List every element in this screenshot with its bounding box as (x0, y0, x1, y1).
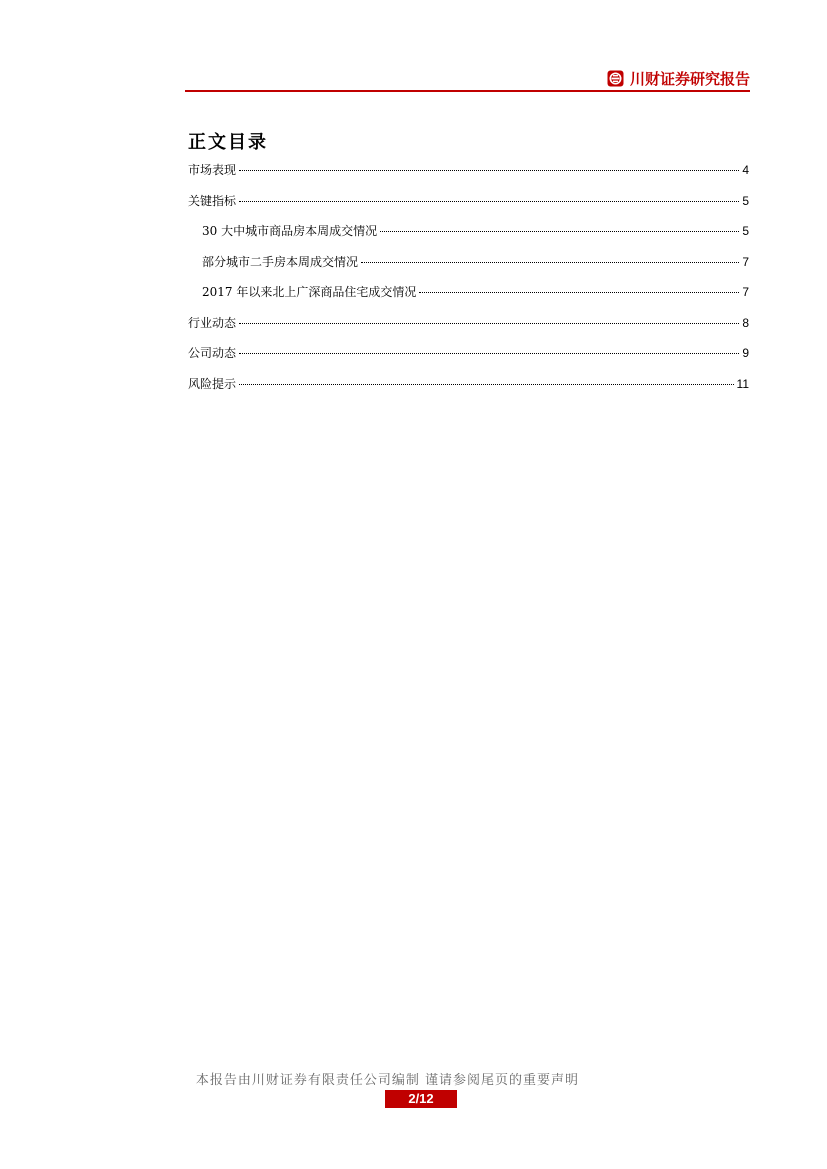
toc-entry[interactable] (188, 344, 749, 362)
toc-entry-label[interactable]: 风险提示 (188, 376, 237, 391)
toc-entry-page[interactable]: 7 (742, 254, 749, 269)
brand-label: 川财证券研究报告 (629, 70, 750, 88)
toc-entry[interactable] (188, 192, 749, 210)
toc-entry-page[interactable]: 9 (742, 346, 749, 360)
toc-entry-label[interactable]: 行业动态 (188, 315, 237, 330)
footer-note: 本报告由川财证券有限责任公司编制 谨请参阅尾页的重要声明 (195, 1073, 580, 1088)
toc-entry-page[interactable]: 5 (742, 224, 749, 238)
toc-entry[interactable] (188, 375, 749, 393)
header-rule (185, 90, 750, 92)
toc-entry[interactable] (188, 314, 749, 332)
toc-entry-label[interactable]: 关键指标 (188, 193, 237, 208)
toc-dot-leader (239, 352, 739, 354)
toc-entry-page[interactable]: 8 (742, 315, 749, 330)
brand (607, 68, 750, 89)
toc-entry-page[interactable]: 11 (736, 376, 749, 391)
toc-entry[interactable] (202, 283, 749, 301)
page-header (185, 66, 750, 92)
toc-entry[interactable] (202, 222, 749, 240)
toc-dot-leader (380, 230, 739, 232)
toc-title: 正文目录 (188, 132, 268, 153)
toc-entry[interactable] (188, 161, 749, 179)
toc-entry-page[interactable]: 4 (742, 163, 749, 177)
toc-entry-page[interactable]: 7 (742, 285, 749, 299)
chuancai-logo-icon (607, 70, 624, 87)
toc-dot-leader (239, 200, 739, 202)
toc-entry-page[interactable]: 5 (742, 193, 749, 208)
toc-dot-leader (239, 383, 734, 385)
toc-entry[interactable] (202, 253, 749, 271)
toc-entry-label[interactable]: 部分城市二手房本周成交情况 (202, 254, 359, 269)
toc-dot-leader (239, 169, 739, 171)
toc-dot-leader (239, 322, 739, 324)
toc-entry-label[interactable]: 公司动态 (188, 346, 237, 360)
toc-dot-leader (419, 291, 739, 293)
toc-entry-label[interactable]: 市场表现 (188, 163, 237, 177)
toc-dot-leader (361, 261, 739, 263)
toc-entry-label[interactable]: 2017 年以来北上广深商品住宅成交情况 (202, 285, 417, 299)
page-indicator: 2/12 (385, 1090, 457, 1108)
toc-entry-label[interactable]: 30 大中城市商品房本周成交情况 (202, 224, 378, 238)
